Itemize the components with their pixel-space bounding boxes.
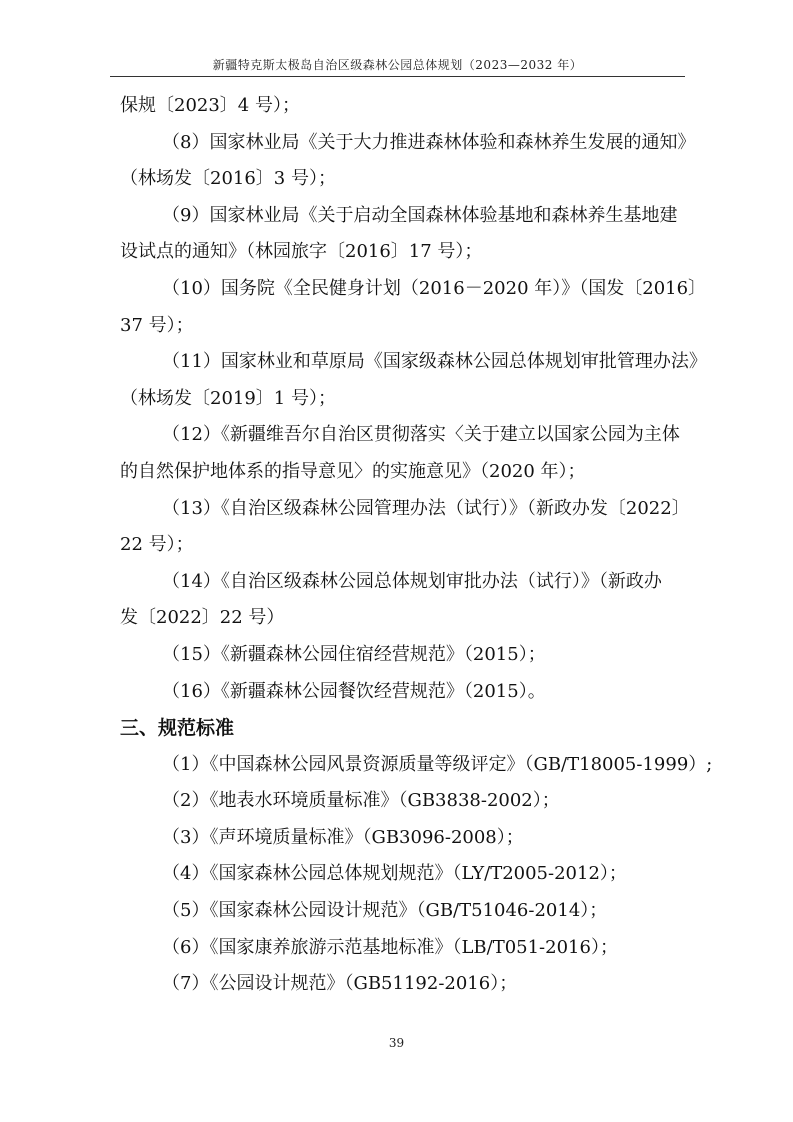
list-item: 设试点的通知》（林园旅字〔2016〕17 号）； <box>120 241 483 263</box>
page-number: 39 <box>388 1036 405 1050</box>
section-heading: 三、规范标准 <box>120 717 235 740</box>
list-item: （16）《新疆森林公园餐饮经营规范》（2015）。 <box>162 680 546 702</box>
list-item: （10）国务院《全民健身计划（2016－2020 年）》（国发〔2016〕 <box>162 277 707 299</box>
list-item: 37 号）； <box>120 314 194 336</box>
list-item: （9）国家林业局《关于启动全国森林体验基地和森林养生基地建 <box>162 204 678 226</box>
standard-item: （7）《公园设计规范》（GB51192-2016）； <box>162 973 518 995</box>
list-item: （8）国家林业局《关于大力推进森林体验和森林养生发展的通知》 <box>162 131 696 153</box>
list-item: 的自然保护地体系的指导意见〉的实施意见》（2020 年）； <box>120 460 586 482</box>
list-item: （林场发〔2019〕1 号）； <box>120 387 336 409</box>
list-item: （林场发〔2016〕3 号）； <box>120 168 336 190</box>
running-header: 新疆特克斯太极岛自治区级森林公园总体规划（2023—2032 年） <box>212 58 583 72</box>
standard-item: （2）《地表水环境质量标准》（GB3838-2002）； <box>162 790 560 812</box>
regulation-list <box>120 88 707 710</box>
list-item: （15）《新疆森林公园住宿经营规范》（2015）； <box>162 643 546 665</box>
list-item: 保规〔2023〕4 号）； <box>120 95 300 116</box>
standard-item: （3）《声环境质量标准》（GB3096-2008）； <box>162 826 524 848</box>
list-item: 22 号）； <box>120 534 194 556</box>
list-item: （13）《自治区级森林公园管理办法（试行）》（新政办发〔2022〕 <box>162 497 690 519</box>
standard-item: （4）《国家森林公园总体规划规范》（LY/T2005-2012）； <box>162 863 627 885</box>
standards-list <box>120 747 713 1003</box>
header-rule <box>110 76 685 77</box>
list-item: 发〔2022〕22 号） <box>120 607 285 629</box>
list-item: （12）《新疆维吾尔自治区贯彻落实〈关于建立以国家公园为主体 <box>162 424 680 446</box>
standard-item: （5）《国家森林公园设计规范》（GB/T51046-2014）； <box>162 900 608 922</box>
list-item: （11）国家林业和草原局《国家级森林公园总体规划审批管理办法》 <box>162 351 707 373</box>
page-body <box>120 88 713 1003</box>
list-item: （14）《自治区级森林公园总体规划审批办法（试行）》（新政办 <box>162 570 662 592</box>
standard-item: （1）《中国森林公园风景资源质量等级评定》（GB/T18005-1999）; <box>162 753 713 775</box>
standard-item: （6）《国家康养旅游示范基地标准》（LB/T051-2016）； <box>162 936 618 958</box>
